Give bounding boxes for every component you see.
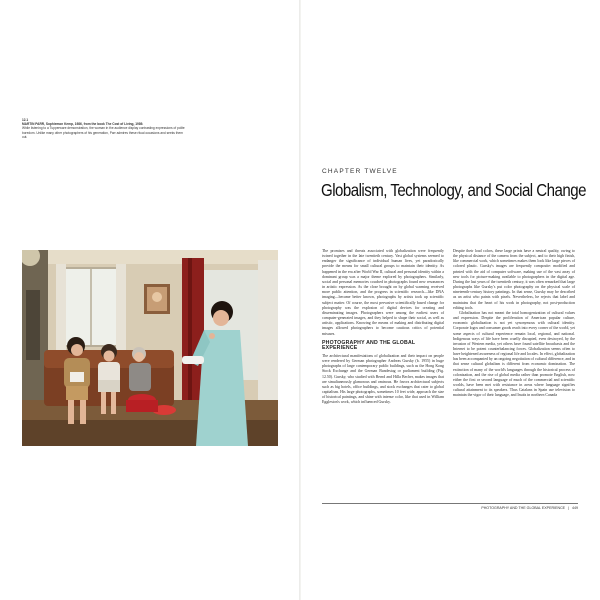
book-gutter: [299, 0, 301, 600]
chapter-title: Globalism, Technology, and Social Change: [321, 180, 586, 200]
section-heading: PHOTOGRAPHY AND THE GLOBAL EXPERIENCE: [322, 339, 416, 351]
figure-caption: [22, 118, 187, 139]
intro-paragraph: The promises and threats associated with globalization were frequently twined together in the late twentieth century. Vast global systems seemed to endanger the significance of individual human lives, yet paradoxically provide the means for small cultural groups to maintain their identity. As happened in the era after World War II, cultural and personal identity within a dominant group was a major theme explored by photographers. Similarly, social and personal memories couched in photographs found new resonances in artistic expression. As the close brought on by global warming received more public attention, and the progress in scientific research—like DNA imaging—became better known, photographs by artists took up scientific subject matter. Of course, the most pervasive scientifically based change for photography was the explosion of digital devices for creating and disseminating images. Photographers were among the earliest users of computer-generated images, and they helped to shape their social, as well as artistic, applications. Knowing the means of making and distributing digital images allowed photographers to become cautious critics of potential misuses.: [322, 249, 444, 336]
footer-separator: |: [568, 506, 569, 510]
body-paragraph: Despite their load colors, these large prints have a neutral quality, owing to the physical distance of the camera from the subject, and to their high finish, like commercial work, which sometimes makes them look like large pieces of colored plastic. Gursky's images are frequently composite: modified and printed with the aid of computer software, making use of the vast array of new tools for picture-making available to photographers in the digital age. During the last years of the twentieth century, it was often remarked that large photographs like Gursky's put color photography on the physical scale of nineteenth-century history paintings. In that sense, Gursky may be described as an artist who paints with pixels. Nevertheless, he rejects that label and maintains that the heart of his work in photography, not post-production editing tools.: [453, 249, 575, 310]
text-column-left: [322, 249, 444, 406]
figure-number: 12.1: [22, 118, 29, 122]
figure-title: MARTIN PARR, Sophiemon Kemp, 1986, from the book The Cost of Living, 1989.: [22, 122, 144, 127]
chapter-label: CHAPTER TWELVE: [322, 168, 398, 175]
running-footer: [322, 503, 578, 510]
tupperware-party-photograph: [22, 250, 278, 446]
figure-description: While listening to a Tupperware demonstration, the woman in the audience display contrasting expressions of polite boredom. Unlike many other photographers of his generation, Parr admires these ritual occasions and seeks them out.: [22, 126, 185, 139]
body-paragraph: Globalization has not meant the total homogenization of cultural values and expression. Despite the proliferation of American popular culture, economic globalization is not yet synonymous with cultural identity. Corporate logos and consumer goods reach into every corner of the world, yet some aspects of cultural experience remain local, regional, and national. Indigenous ways of life have been cruelly disrupted, even destroyed, by the invasion of Western media, yet others have found satellite broadcasts and the Internet to be potent counterbalancing forces. Globalization seems often to have heightened awareness of regional life and locales. In effect, globalization has been accompanied by an ongoing negotiation of cultural difference, and in that sense cultural globalism is different from economic domination. The extinction of many of the world's languages through the historical process of colonization, and the rise of global media rather than promote English, now either the first or second language of much of the commercial and scientific worlds, have been met with resistance in areas where language signifies cultural attainment to its speakers. Thus Catalans in Spain use television to maintain the vigor of their language, and Inuits in northern Canada: [453, 310, 576, 398]
body-paragraph: The architectural manifestations of globalization and their impact on people were rendered by German photographer Andreas Gursky (b. 1955) in huge photographs of large contemporary public buildings, such as the Hong Kong Stock Exchange and the German Bundestag or parliament building (Fig. 12.50). Gursky, who studied with Bernd and Hilla Becher, makes images that are simultaneously glamorous and ominous. He favors architectural subjects such as big hotels, office buildings, and stock exchanges that cater to global capitalism. His large photographs, sometimes 10 feet wide, approach the size of historical paintings, and shine with intense color, like that used in William Eggleston's work, which influenced Gursky.: [322, 353, 444, 405]
footer-section-title: PHOTOGRAPHY AND THE GLOBAL EXPERIENCE: [481, 506, 566, 510]
page-number: 449: [572, 506, 578, 510]
text-column-right: [453, 249, 575, 399]
